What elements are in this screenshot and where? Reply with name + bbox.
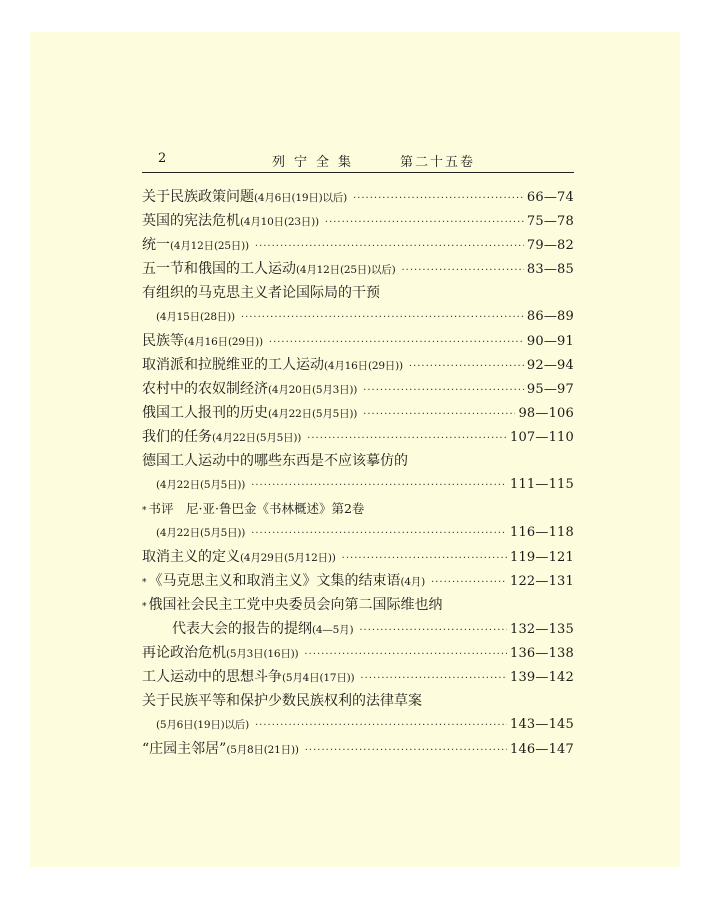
toc-entry-title: 《马克思主义和取消主义》文集的结束语 [148,573,401,589]
dot-leader [255,237,524,257]
toc-entry-pages: 143—145 [509,717,574,732]
toc-entry-title: 俄国工人报刊的历史 [142,405,268,421]
toc-entry-pages: 95—97 [526,382,574,397]
toc-entry-date: (4月10日(23日)) [240,216,319,228]
toc-entry [142,211,574,235]
dot-leader [269,333,524,353]
toc-entry [142,499,574,523]
dot-leader [251,524,507,544]
toc-entry-pages: 79—82 [526,238,574,253]
toc-entry-title: 有组织的马克思主义者论国际局的干预 [142,285,380,301]
toc-entry-date: (4月22日(5月5日)) [156,527,246,539]
toc-entry-pages: 122—131 [509,574,574,589]
toc-entry-date: (4月12日(25日)以后) [296,264,396,276]
toc-entry [142,571,574,595]
dot-leader [360,669,507,689]
toc-entry [142,691,574,715]
toc-entry-pages: 75—78 [526,214,574,229]
toc-entry-date: (4月22日(5月5日)) [156,479,246,491]
toc-entry-date: (5月3日(16日)) [226,648,299,660]
toc-entry [142,547,574,571]
toc-entry-date: (4—5月) [312,624,354,636]
toc-entry [142,643,574,667]
toc-entry-date: (4月29日(5月12日)) [240,552,336,564]
toc-entry-date: (4月20日(5月3日)) [268,384,358,396]
book-title: 列宁全集 [272,155,361,170]
dot-leader [363,381,524,401]
toc-entry-date: (4月) [400,576,426,588]
toc-entry [142,595,574,619]
toc-entry [142,667,574,691]
toc-entry-title: 关于民族平等和保护少数民族权利的法律草案 [142,693,422,709]
toc-entry-title: 取消主义的定义 [142,549,240,565]
toc-entry-date: (5月8日(21日)) [226,744,299,756]
toc-entry-date: (4月22日(5月5日)) [268,408,358,420]
toc-entry-pages: 98—106 [518,406,574,421]
toc-entry-title: 英国的宪法危机 [142,213,240,229]
book-page [30,32,680,867]
dot-leader [241,308,524,328]
toc-entry-title: 代表大会的报告的提纲 [172,621,312,637]
toc-entry-pages: 66—74 [526,190,574,205]
toc-entry-continuation [142,475,574,499]
volume-label: 第二十五卷 [400,155,476,170]
toc-entry-date: (4月16日(29日)) [324,360,403,372]
dot-leader [307,429,507,449]
toc-entry-title: 关于民族政策问题 [142,189,254,205]
toc-entry-title: 德国工人运动中的哪些东西是不应该摹仿的 [142,453,408,469]
toc-entry [142,187,574,211]
toc-entry-title: 再论政治危机 [142,645,226,661]
toc-entry-pages: 119—121 [509,550,574,565]
toc-entry-title: 农村中的农奴制经济 [142,381,268,397]
asterisk-mark: * [142,602,147,612]
toc-entry-pages: 136—138 [509,646,574,661]
toc-entry-date: (4月15日(28日)) [156,311,235,323]
toc-entry-pages: 139—142 [509,670,574,685]
page-number: 2 [158,151,167,166]
toc-entry [142,235,574,259]
dot-leader [251,476,507,496]
toc-entry [142,259,574,283]
toc-entry [142,739,574,763]
toc-entry-title: 统一 [142,237,170,253]
running-header [142,150,574,173]
toc-entry-pages: 92—94 [526,358,574,373]
toc-entry-title: 书评 尼·亚·鲁巴金《书林概述》第2卷 [148,501,365,516]
toc-entry-title: 俄国社会民主工党中央委员会向第二国际维也纳 [148,597,443,613]
toc-entry-continuation [142,715,574,739]
toc-entry [142,451,574,475]
dot-leader [353,189,524,209]
toc-entry-title: 我们的任务 [142,429,212,445]
toc-entry-pages: 132—135 [509,622,574,637]
toc-entry-pages: 111—115 [509,477,574,492]
toc-entry-title: 工人运动中的思想斗争 [142,669,282,685]
dot-leader [402,261,524,281]
toc-entry-date: (4月12日(25日)) [170,240,249,252]
toc-entry [142,331,574,355]
toc-entry-date: (5月6日(19日)以后) [156,719,250,731]
toc-entry-title: 五一节和俄国的工人运动 [142,261,296,277]
toc-entry-pages: 83—85 [526,262,574,277]
toc-entry [142,283,574,307]
toc-entry-continuation [142,619,574,643]
dot-leader [359,621,507,641]
dot-leader [431,573,507,593]
dot-leader [409,357,524,377]
toc-entry-date: (5月4日(17日)) [282,672,355,684]
toc-entry [142,379,574,403]
toc-entry-date: (4月16日(29日)) [184,336,263,348]
dot-leader [342,549,507,569]
asterisk-mark: * [142,578,147,588]
toc-entry-pages: 146—147 [509,742,574,757]
toc-entry-title: 民族等 [142,333,184,349]
toc-entry-date: (4月6日(19日)以后) [254,192,348,204]
toc-entry-pages: 116—118 [509,525,574,540]
dot-leader [305,741,507,761]
toc-entry-continuation [142,307,574,331]
toc-entry-title: “庄园主邻居” [142,741,227,757]
toc-entry-pages: 90—91 [526,334,574,349]
toc-entry [142,427,574,451]
dot-leader [363,405,515,425]
toc-entry-date: (4月22日(5月5日)) [212,432,302,444]
dot-leader [325,213,524,233]
toc-entry-pages: 107—110 [509,430,574,445]
toc-entry-pages: 86—89 [526,309,574,324]
toc-entry [142,355,574,379]
toc-entry-title: 取消派和拉脱维亚的工人运动 [142,357,324,373]
dot-leader [255,716,507,736]
asterisk-mark: * [142,506,147,516]
toc-entry-continuation [142,523,574,547]
toc-entry [142,403,574,427]
dot-leader [304,645,507,665]
